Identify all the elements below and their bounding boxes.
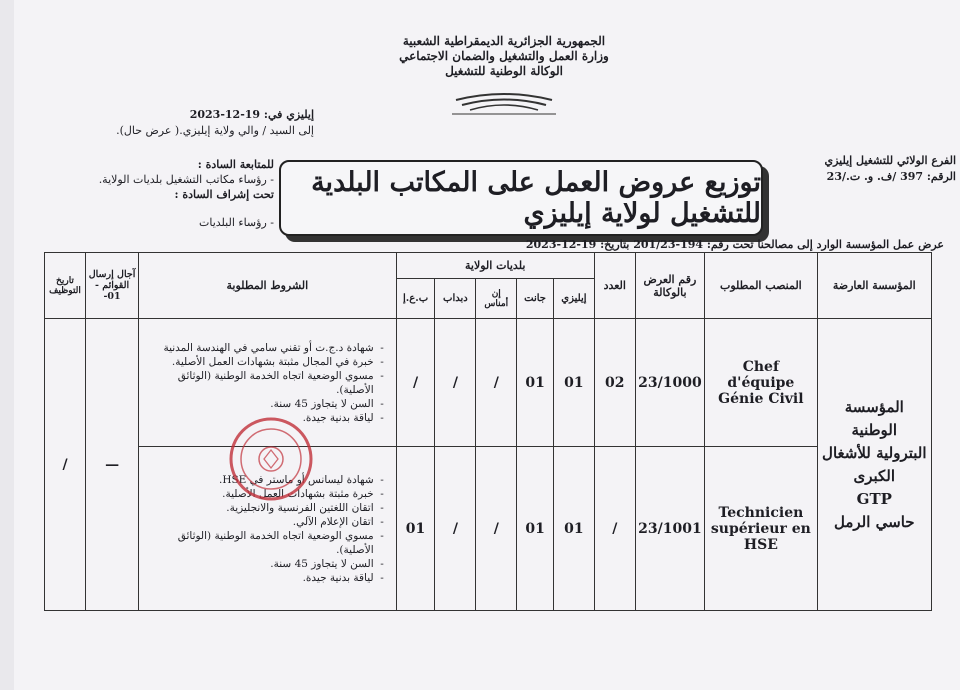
condition-item: - مسوي الوضعية اتجاه الخدمة الوطنية (الوثائق الأصلية).: [147, 369, 374, 397]
municipality-illizi: إيليزي: [553, 279, 594, 319]
municipality-count-cell: /: [435, 447, 476, 611]
institution-acronym: GTP: [856, 489, 892, 508]
addressee: إلى السيد / والي ولاية إيليزي.( عرض حال).: [116, 124, 314, 137]
municipality-count-cell: /: [396, 319, 435, 447]
institution-line: المؤسسة الوطنية: [844, 397, 904, 439]
municipality-count-cell: 01: [553, 447, 594, 611]
reference-number: الرقم: 397 /ف. و. ت./23: [826, 170, 956, 183]
letterhead: [374, 34, 634, 79]
municipality-count-cell: 01: [553, 319, 594, 447]
header-offer-number: رقم العرض بالوكالة: [635, 253, 704, 319]
official-stamp-icon: [226, 414, 316, 504]
municipality-count-cell: /: [435, 319, 476, 447]
condition-item: - لياقة بدنية جيدة.: [147, 411, 374, 425]
header-count: العدد: [594, 253, 635, 319]
municipality-bbe: ب.ع.إ: [396, 279, 435, 319]
condition-item: - شهادة ليسانس أو ماستر في HSE.: [147, 473, 374, 487]
table-row: [45, 447, 932, 611]
followup-title: للمتابعة السادة :: [197, 158, 274, 171]
condition-item: - مسوي الوضعية اتجاه الخدمة الوطنية (الوثائق الأصلية).: [147, 529, 374, 557]
branch-name: الفرع الولائي للتشغيل إيليزي: [824, 154, 956, 167]
document-title: توزيع عروض العمل على المكاتب البلدية للتشغيل لولاية إيليزي: [279, 160, 763, 236]
institution-location: حاسي الرمل: [834, 512, 915, 531]
header-hiring-date: تاريخ التوظيف: [45, 253, 86, 319]
municipality-count-cell: 01: [517, 447, 554, 611]
letterhead-line-2: وزارة العمل والتشغيل والضمان الاجتماعي: [399, 49, 609, 63]
header-institution: المؤسسة العارضة: [817, 253, 931, 319]
municipality-djanet: جانت: [517, 279, 554, 319]
letterhead-line-3: الوكالة الوطنية للتشغيل: [445, 64, 563, 78]
hiring-date-cell: /: [45, 319, 86, 611]
table-row: [45, 319, 932, 447]
condition-item: - خبرة مثبتة بشهادات العمل الأصلية.: [147, 487, 374, 501]
supervision-title: تحت إشراف السادة :: [174, 188, 274, 201]
position-cell: Technicien supérieur en HSE: [705, 447, 817, 611]
followup-item-2: - رؤساء البلديات: [199, 216, 274, 229]
agency-logo-icon: [444, 86, 564, 116]
condition-item: - اتقان اللغتين الفرنسية والانجليزية.: [147, 501, 374, 515]
condition-item: - السن لا يتجاوز 45 سنة.: [147, 557, 374, 571]
municipality-in-amenas: إن أمناس: [476, 279, 517, 319]
condition-item: - السن لا يتجاوز 45 سنة.: [147, 397, 374, 411]
count-cell: /: [594, 447, 635, 611]
municipality-count-cell: /: [476, 319, 517, 447]
deadline-cell: —: [86, 319, 139, 611]
municipality-count-cell: /: [476, 447, 517, 611]
institution-line: الكبرى: [853, 466, 896, 485]
header-deadline: آجال إرسال القوائم - 01-: [86, 253, 139, 319]
offer-reference-line: عرض عمل المؤسسة الوارد إلى مصالحنا تحت رقم: 194-201/23 بتاريخ: 19-12-2023: [525, 238, 944, 251]
condition-item: - شهادة د.ج.ت أو تقني سامي في الهندسة المدنية: [147, 341, 374, 355]
municipality-debdeb: دبداب: [435, 279, 476, 319]
count-cell: 02: [594, 319, 635, 447]
condition-item: - لياقة بدنية جيدة.: [147, 571, 374, 585]
header-position: المنصب المطلوب: [705, 253, 817, 319]
condition-item: - اتقان الإعلام الآلي.: [147, 515, 374, 529]
position-cell: Chef d'équipe Génie Civil: [705, 319, 817, 447]
letterhead-line-1: الجمهورية الجزائرية الديمقراطية الشعبية: [402, 34, 606, 48]
followup-item-1: - رؤساء مكاتب التشغيل بلديات الولاية.: [98, 173, 274, 186]
header-conditions: الشروط المطلوبة: [139, 253, 397, 319]
offer-number-cell: 23/1000: [635, 319, 704, 447]
municipality-count-cell: 01: [517, 319, 554, 447]
institution-line: البترولية للأشغال: [822, 443, 927, 462]
condition-item: - خبرة في المجال مثبتة بشهادات العمل الأصلية.: [147, 355, 374, 369]
institution-cell: [817, 319, 931, 611]
municipality-count-cell: 01: [396, 447, 435, 611]
header-municipalities: بلديات الولاية: [396, 253, 594, 279]
job-offers-table: [44, 252, 932, 611]
offer-number-cell: 23/1001: [635, 447, 704, 611]
issue-date: إيليزي في: 19-12-2023: [189, 108, 314, 121]
